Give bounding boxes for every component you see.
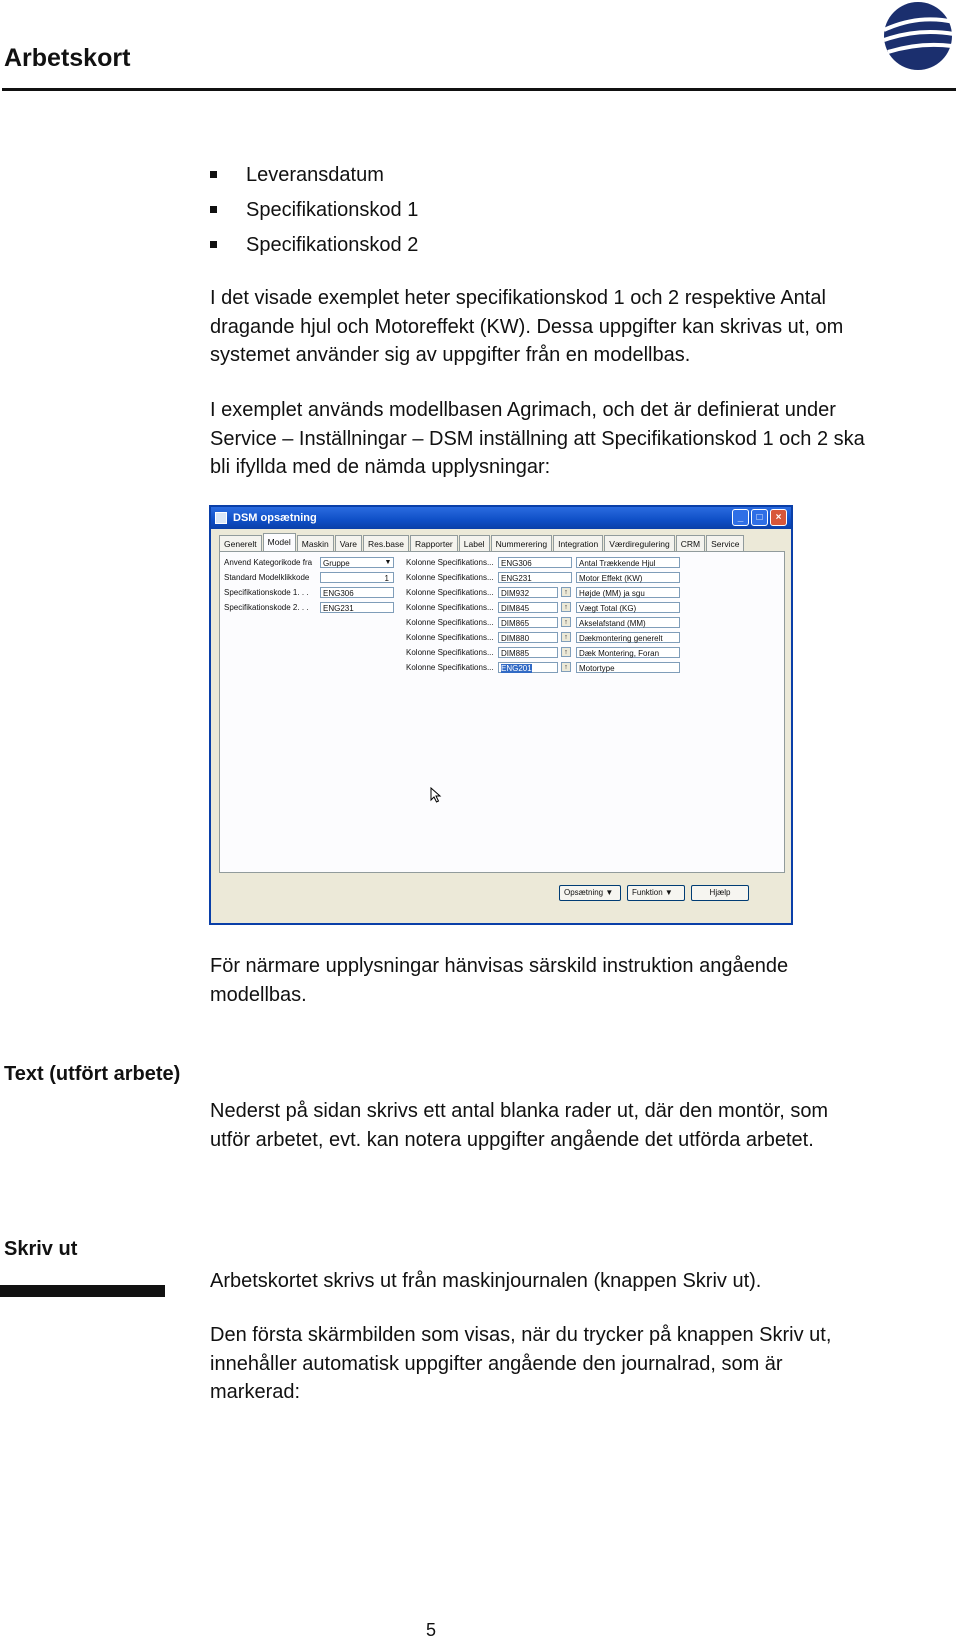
chevron-down-icon: ▼ [384,559,392,566]
list-item: Specifikationskod 2 [210,233,418,268]
spec-row-label: Kolonne Specifikations... [406,573,494,582]
section-heading-text: Text (utfört arbete) [4,1063,181,1085]
lookup-arrow-icon[interactable]: ↑ [561,647,571,657]
paragraph: Nederst på sidan skrivs ett antal blanka rader ut, där den montör, som utför arbetet, evt. kan notera uppgifter angående det utförda arbetet. [210,1100,829,1151]
mouse-cursor-icon [430,787,442,803]
help-button[interactable]: Hjælp [691,885,749,901]
lookup-arrow-icon[interactable]: ↑ [561,632,571,642]
tab-model[interactable]: Model [263,533,296,552]
chevron-down-icon: ▼ [664,888,673,897]
dialog-titlebar [211,507,791,529]
list-item: Leveransdatum [210,163,418,198]
maximize-icon[interactable]: □ [751,509,768,526]
spec-row-desc: Dækmontering generelt [576,632,680,643]
function-dropdown-button[interactable]: Funktion ▼ [627,885,685,901]
spec-row-label: Kolonne Specifikations... [406,588,494,597]
tab-vare[interactable]: Vare [335,535,362,552]
spec-row-label: Kolonne Specifikations... [406,618,494,627]
field-label: Specifikationskode 2. . . [224,603,309,612]
paragraph: I det visade exemplet heter specifikationskod 1 och 2 respektive Antal dragande hjul och Motoreffekt (KW). Dessa uppgifter kan skrivas ut, om systemet använder sig av uppgifter från en modellbas. [210,287,844,366]
spec-code-1-field[interactable]: ENG306 [320,587,394,598]
spec-row-label: Kolonne Specifikations... [406,648,494,657]
lookup-arrow-icon[interactable]: ↑ [561,587,571,597]
company-logo [880,0,956,72]
spec-row-label: Kolonne Specifikations... [406,663,494,672]
section-bar [0,1285,165,1297]
paragraph: Arbetskortet skrivs ut från maskinjournalen (knappen Skriv ut). [210,1270,762,1292]
tab-crm[interactable]: CRM [676,535,705,552]
spec-row-code[interactable]: DIM865 [498,617,558,628]
spec-row-code[interactable]: DIM845 [498,602,558,613]
spec-row-desc: Akselafstand (MM) [576,617,680,628]
spec-row-code[interactable]: DIM880 [498,632,558,643]
tab-vaerdiregulering[interactable]: Værdiregulering [604,535,674,552]
spec-row-code[interactable]: ENG231 [498,572,572,583]
spec-row-desc: Antal Trækkende Hjul [576,557,680,568]
model-code-field[interactable]: 1 [320,572,394,583]
page-number: 5 [426,1620,437,1640]
spec-row-code[interactable]: DIM885 [498,647,558,658]
dsm-setup-dialog [209,505,793,925]
paragraph: För närmare upplysningar hänvisas särskild instruktion angående modellbas. [210,955,789,1006]
paragraph: I exemplet används modellbasen Agrimach, och det är definierat under Service – Inställningar – DSM inställning att Specifikationskod 1 och 2 ska bli ifyllda med de nämda upplysningar: [210,399,865,478]
tab-service[interactable]: Service [706,535,744,552]
app-icon [215,512,227,524]
tab-strip [219,535,745,552]
spec-row-code[interactable]: DIM932 [498,587,558,598]
minimize-icon[interactable]: _ [732,509,749,526]
spec-row-desc: Motortype [576,662,680,673]
list-item: Specifikationskod 1 [210,198,418,233]
tab-rapporter[interactable]: Rapporter [410,535,458,552]
tab-nummerering[interactable]: Nummerering [491,535,553,552]
category-select[interactable]: Gruppe ▼ [320,557,394,568]
tab-label[interactable]: Label [459,535,490,552]
spec-row-desc: Højde (MM) ja sgu [576,587,680,598]
page-title: Arbetskort [4,44,131,72]
spec-row-desc: Vægt Total (KG) [576,602,680,613]
bullet-list [210,163,418,268]
spec-row-desc: Motor Effekt (KW) [576,572,680,583]
tab-integration[interactable]: Integration [553,535,603,552]
spec-row-label: Kolonne Specifikations... [406,558,494,567]
spec-row-code[interactable]: ENG306 [498,557,572,568]
bullet-icon [210,171,217,178]
lookup-arrow-icon[interactable]: ↑ [561,662,571,672]
chevron-down-icon: ▼ [605,888,614,897]
spec-row-label: Kolonne Specifikations... [406,603,494,612]
tab-generelt[interactable]: Generelt [219,535,262,552]
spec-row-desc: Dæk Montering, Foran [576,647,680,658]
spec-row-label: Kolonne Specifikations... [406,633,494,642]
section-heading-print: Skriv ut [4,1238,78,1260]
bullet-icon [210,241,217,248]
lookup-arrow-icon[interactable]: ↑ [561,617,571,627]
bullet-icon [210,206,217,213]
spec-code-2-field[interactable]: ENG231 [320,602,394,613]
field-label: Standard Modelklikkode [224,573,310,582]
tab-panel-model [219,551,785,873]
spec-row-code[interactable]: ENG201 [498,662,558,673]
close-icon[interactable]: × [770,509,787,526]
field-label: Anvend Kategorikode fra [224,558,313,567]
paragraph: Den första skärmbilden som visas, när du trycker på knappen Skriv ut, innehåller automatisk uppgifter angående den journalrad, som är markerad: [210,1324,832,1403]
field-label: Specifikationskode 1. . . [224,588,309,597]
tab-maskin[interactable]: Maskin [297,535,334,552]
tab-resbase[interactable]: Res.base [363,535,409,552]
lookup-arrow-icon[interactable]: ↑ [561,602,571,612]
setup-dropdown-button[interactable]: Opsætning ▼ [559,885,621,901]
title-rule [2,88,956,91]
dialog-title: DSM opsætning [233,512,317,524]
